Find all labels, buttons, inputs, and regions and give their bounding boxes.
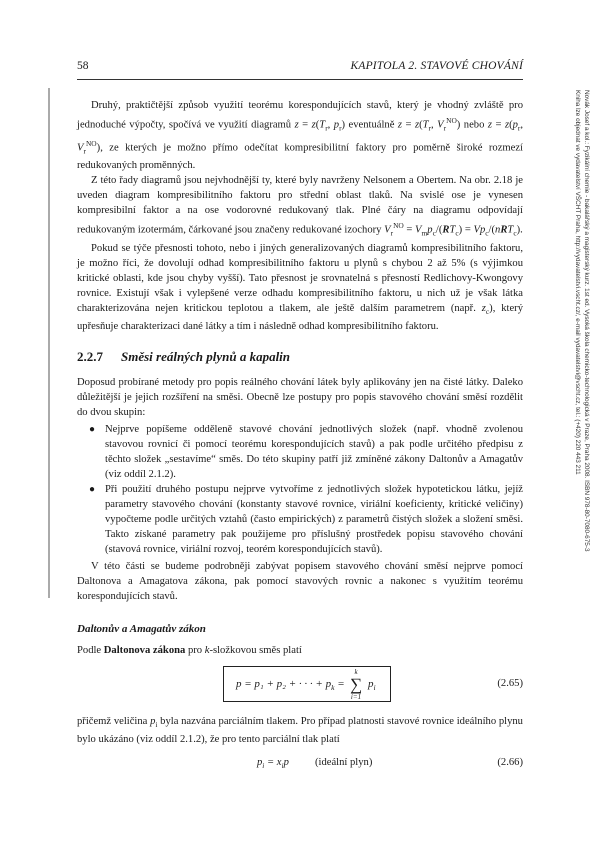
equation-2-65 xyxy=(77,666,523,706)
paragraph-dalton: Podle Daltonova zákona pro k-složkovou směs platí xyxy=(77,645,302,657)
paragraph-partial-pressure: přičemž veličina $p_i$ byla nazvána parciálním tlakem. Pro případ platnosti stavové rovnice ideálního plynu bylo ukázáno (viz oddíl 2.1.2), že pro tento parciální tlak platí xyxy=(77,716,523,746)
subsection-heading: Daltonův a Amagatův zákon xyxy=(77,623,206,636)
summation-symbol: k ∑ i=1 xyxy=(349,668,363,702)
side-citation-line-1: Novák Josef a kol.: Fyzikální chemie - bakalářský a magisterský kurz. 1st ed. Vysoká škola chemicko-technologická v Praze, Praha 2008. ISBN 978-80-7080-675-3 xyxy=(583,90,590,552)
bullet-icon: ● xyxy=(89,424,96,436)
bullet-icon: ● xyxy=(89,484,96,496)
side-citation-line-2: Kniha lze objednat ve vydavatelství VŠCHT Praha, http://vydavatelstvi.vscht.cz/, e-mail vydavatelstvi@vscht.cz, tel.: (+420) 220 443 211 xyxy=(574,90,581,475)
list-item: ● Při použití druhého postupu nejprve vytvoříme z jednotlivých složek hypotetickou látku, jejíž parametry stavového chování (konstanty stavové rovnice, viriální koeficienty, kritické veličiny) vypočteme podle určitých vztahů (často empirických) z parametrů čistých složek a složení směsi. Takto získané parametry pak použijeme pro příslušný prostředek popisu stavového chování (stavová rovnice, viriální rozvoj, teorém korespondujících stavů). xyxy=(89,484,523,556)
paragraph-nelson-obert: Z této řady diagramů jsou nejvhodnější ty, které byly navrženy Nelsonem a Obertem. Na obr. 2.18 je uveden diagram kompresibilitního faktoru pro střední oblast tlaků. Na svislé ose je vynesen kompresibilní faktor a na ose vodorovné redukovaný tlak. Plné čáry na diagramu odpovídají redukovaným izotermám, čárkované jsou značeny redukované izochory $V_r^{NO} = V_mp_c/(RT_c) = Vp_c/(nRT_c)$. xyxy=(77,175,523,238)
approach-list xyxy=(77,422,523,557)
page-number: 58 xyxy=(77,60,89,72)
chapter-title: KAPITOLA 2. STAVOVÉ CHOVÁNÍ xyxy=(350,60,523,72)
equation-2-66 xyxy=(77,753,523,773)
summation-term: $p_i$ xyxy=(368,678,376,693)
running-header xyxy=(77,60,523,76)
header-rule xyxy=(77,79,523,80)
equation-number: (2.65) xyxy=(497,678,523,690)
equation-note: (ideální plyn) xyxy=(315,757,373,769)
body-text xyxy=(77,98,523,773)
section-heading xyxy=(77,348,523,366)
side-citation xyxy=(567,90,591,750)
section-title: Směsi reálných plynů a kapalin xyxy=(121,349,291,365)
boxed-equation xyxy=(223,666,391,702)
section-number: 2.2.7 xyxy=(77,349,103,365)
equation-expression: p = p₁ + p₂ + · · · + $p_k$ = xyxy=(236,678,345,693)
list-item: ● Nejprve popíšeme odděleně stavové chování jednotlivých složek (např. vhodně zvolenou stavovou rovnicí či pomocí teorému korespondujících stavů) a pak podle určitého předpisu z těchto složek „sestavíme“ směs. Do této skupiny patří již zmíněné zákony Daltonův a Amagatův (viz oddíl 2.1.2). xyxy=(89,424,523,481)
paragraph-diagrams: Druhý, praktičtější způsob využití teorému korespondujících stavů, který je vhodný zvláště pro jednoduché výpočty, spočívá ve využití diagramů $z = z(T_r$, $p_r$) eventuálně $z = z(T_r$, $V_r^{NO}$) nebo $z = z(p_r$, $V_r^{NO}$), ze kterých je možno přímo odečítat kompresibilitní faktory pro poměrně široké rozmezí redukovaných proměnných. xyxy=(77,100,524,172)
paragraph-accuracy: Pokud se týče přesnosti tohoto, nebo i jiných generalizovaných diagramů kompresibilitního faktoru, je možno říci, že dovolují odhad kompresibilitního faktoru u plynů s chybou 2 až 5% (s výjimkou kritické oblasti, kde jsou chyby vyšší). Tato přesnost je srovnatelná s přesností Redlichovy-Kwongovy rovnice. Existují však i vylepšené verze odhadu kompresibilitního faktoru, u nich už je však látka charakterizována nejen kritickou teplotou a tlakem, ale ještě dalším parametrem (např. $z_c$), který upřesňuje charakterizaci dané látky a tím i následně odhad kompresibilitního faktoru. xyxy=(77,242,523,333)
margin-bar xyxy=(48,88,50,598)
paragraph-intro: Doposud probírané metody pro popis reálného chování látek byly aplikovány jen na čisté látky. Daleko důležitější je jejich rozšíření na směsi. Obecně lze postupy pro popis stavového chování směsí rozdělit do dvou skupin: xyxy=(77,377,523,419)
paragraph-closing: V této části se budeme podrobněji zabývat popisem stavového chování směsí nejprve pomocí Daltonova a Amagatova zákona, pak pomocí stavových rovnic a nakonec s využitím teorému korespondujících stavů. xyxy=(77,561,523,603)
equation-expression: $p_i = x_ip$ xyxy=(257,757,289,771)
equation-number: (2.66) xyxy=(497,757,523,769)
